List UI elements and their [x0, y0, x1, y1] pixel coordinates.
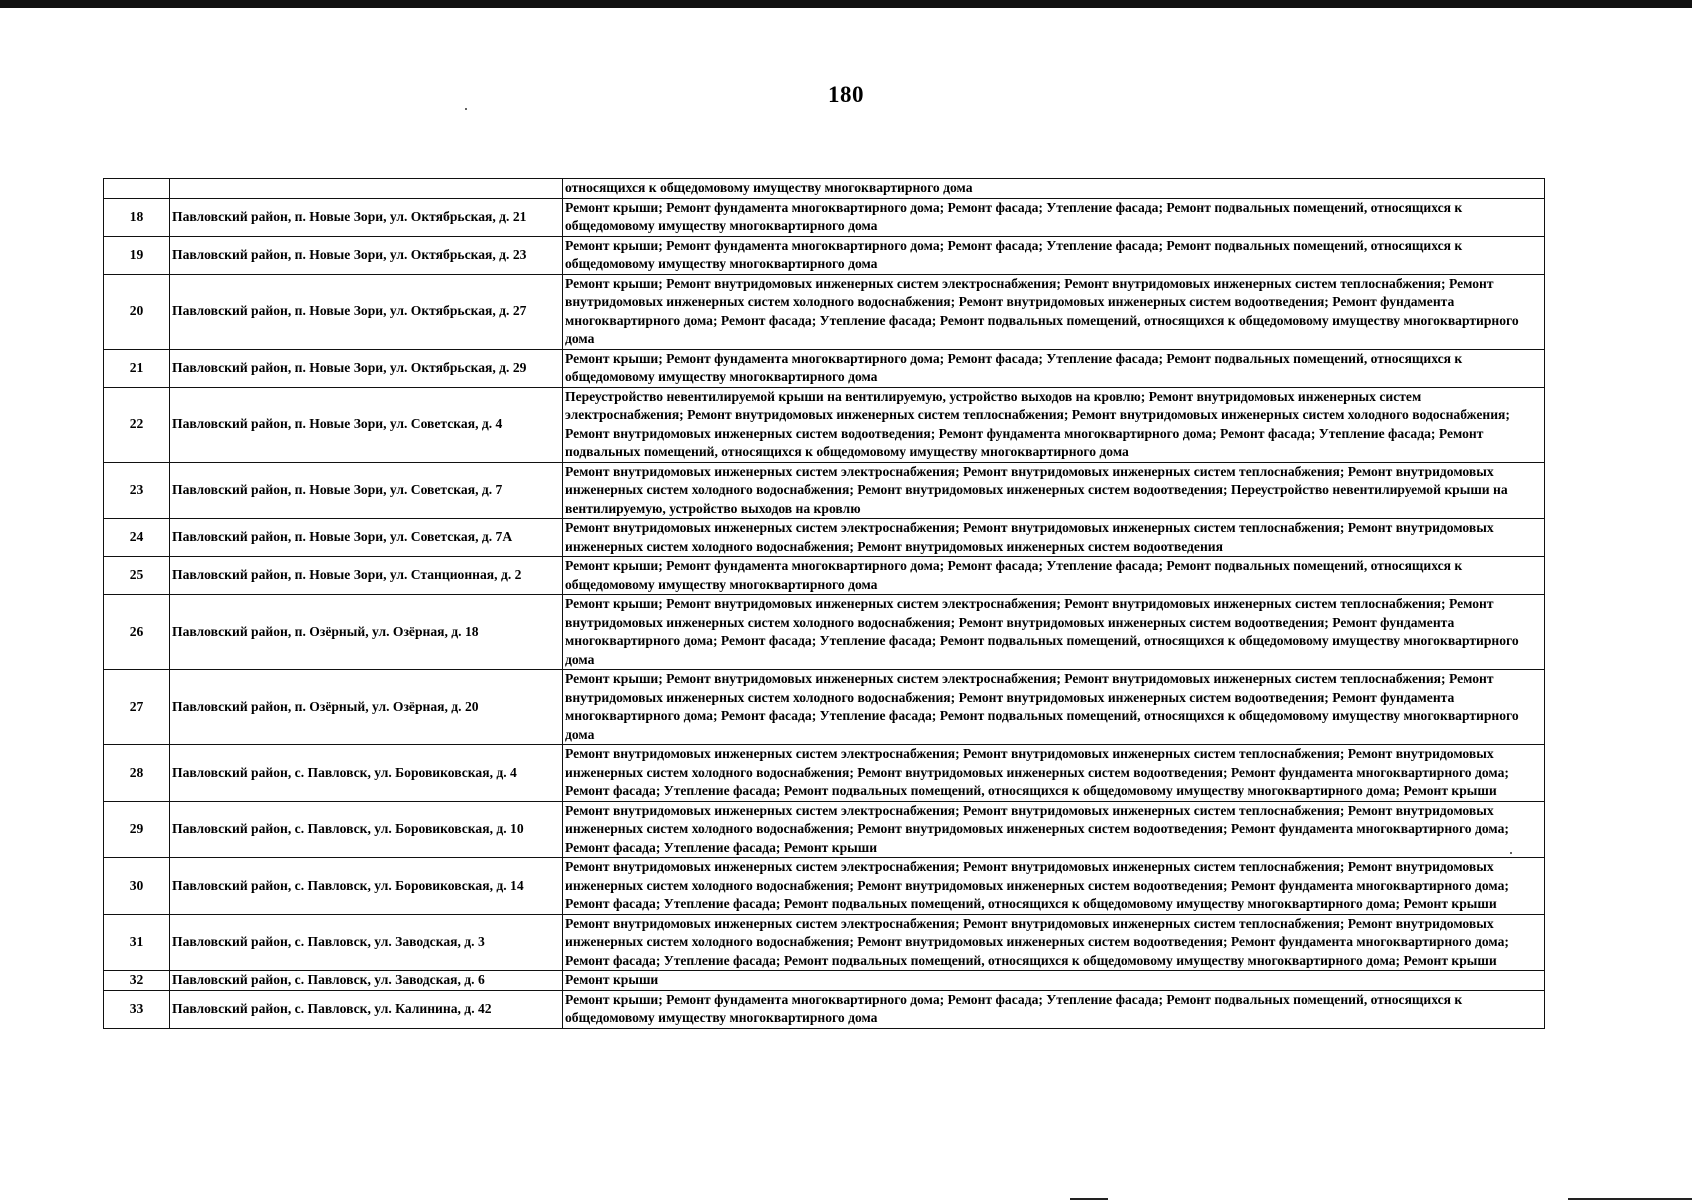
housing-repair-table: [103, 178, 1545, 1029]
row-address: Павловский район, п. Новые Зори, ул. Советская, д. 4: [170, 387, 563, 462]
row-address: Павловский район, п. Новые Зори, ул. Станционная, д. 2: [170, 557, 563, 595]
row-address: Павловский район, п. Новые Зори, ул. Октябрьская, д. 23: [170, 236, 563, 274]
row-number: 26: [104, 595, 170, 670]
row-number: 32: [104, 971, 170, 991]
table-row: [104, 557, 1545, 595]
row-number: 24: [104, 519, 170, 557]
row-address: Павловский район, п. Новые Зори, ул. Советская, д. 7А: [170, 519, 563, 557]
row-address: Павловский район, с. Павловск, ул. Калинина, д. 42: [170, 990, 563, 1028]
row-address: Павловский район, с. Павловск, ул. Боровиковская, д. 4: [170, 745, 563, 802]
row-works: Ремонт крыши: [563, 971, 1545, 991]
table-row: [104, 801, 1545, 858]
row-address: Павловский район, с. Павловск, ул. Заводская, д. 6: [170, 971, 563, 991]
table-row: [104, 349, 1545, 387]
scan-speck: [465, 108, 467, 110]
row-address: Павловский район, п. Озёрный, ул. Озёрная, д. 20: [170, 670, 563, 745]
row-works: Ремонт внутридомовых инженерных систем электроснабжения; Ремонт внутридомовых инженерных систем теплоснабжения; Ремонт внутридомовых инженерных систем холодного водоснабжения; Ремонт внутридомовых инженерных систем водоотведения; Ремонт фундамента многоквартирного дома; Ремонт фасада; Утепление фасада; Ремонт подвальных помещений, относящихся к общедомовому имуществу многоквартирного дома; Ремонт крыши: [563, 858, 1545, 915]
row-works: Ремонт внутридомовых инженерных систем электроснабжения; Ремонт внутридомовых инженерных систем теплоснабжения; Ремонт внутридомовых инженерных систем холодного водоснабжения; Ремонт внутридомовых инженерных систем водоотведения; Ремонт фундамента многоквартирного дома; Ремонт фасада; Утепление фасада; Ремонт подвальных помещений, относящихся к общедомовому имуществу многоквартирного дома; Ремонт крыши: [563, 745, 1545, 802]
row-number: 27: [104, 670, 170, 745]
row-works: Переустройство невентилируемой крыши на вентилируемую, устройство выходов на кровлю; Ремонт внутридомовых инженерных систем электроснабжения; Ремонт внутридомовых инженерных систем теплоснабжения; Ремонт внутридомовых инженерных систем холодного водоснабжения; Ремонт внутридомовых инженерных систем водоотведения; Ремонт фундамента многоквартирного дома; Ремонт фасада; Утепление фасада; Ремонт подвальных помещений, относящихся к общедомовому имуществу многоквартирного дома: [563, 387, 1545, 462]
table-body: [104, 179, 1545, 1029]
row-number: 22: [104, 387, 170, 462]
row-number: 25: [104, 557, 170, 595]
row-address: Павловский район, с. Павловск, ул. Боровиковская, д. 14: [170, 858, 563, 915]
row-works: Ремонт крыши; Ремонт фундамента многоквартирного дома; Ремонт фасада; Утепление фасада; Ремонт подвальных помещений, относящихся к общедомовому имуществу многоквартирного дома: [563, 349, 1545, 387]
row-works: Ремонт крыши; Ремонт фундамента многоквартирного дома; Ремонт фасада; Утепление фасада; Ремонт подвальных помещений, относящихся к общедомовому имуществу многоквартирного дома: [563, 557, 1545, 595]
table-row: [104, 670, 1545, 745]
row-address: [170, 179, 563, 199]
row-works: Ремонт крыши; Ремонт внутридомовых инженерных систем электроснабжения; Ремонт внутридомовых инженерных систем теплоснабжения; Ремонт внутридомовых инженерных систем холодного водоснабжения; Ремонт внутридомовых инженерных систем водоотведения; Ремонт фундамента многоквартирного дома; Ремонт фасада; Утепление фасада; Ремонт подвальных помещений, относящихся к общедомовому имуществу многоквартирного дома: [563, 595, 1545, 670]
row-number: 31: [104, 914, 170, 971]
page-number: 180: [828, 82, 864, 107]
row-number: 19: [104, 236, 170, 274]
top-border-rule: [0, 0, 1692, 8]
row-works: Ремонт внутридомовых инженерных систем электроснабжения; Ремонт внутридомовых инженерных систем теплоснабжения; Ремонт внутридомовых инженерных систем холодного водоснабжения; Ремонт внутридомовых инженерных систем водоотведения; Переустройство невентилируемой крыши на вентилируемую, устройство выходов на кровлю: [563, 462, 1545, 519]
table-row: [104, 745, 1545, 802]
table-row: [104, 990, 1545, 1028]
row-works: Ремонт крыши; Ремонт фундамента многоквартирного дома; Ремонт фасада; Утепление фасада; Ремонт подвальных помещений, относящихся к общедомовому имуществу многоквартирного дома: [563, 990, 1545, 1028]
row-address: Павловский район, п. Новые Зори, ул. Октябрьская, д. 27: [170, 274, 563, 349]
row-number: 30: [104, 858, 170, 915]
table-row: [104, 595, 1545, 670]
row-number: 28: [104, 745, 170, 802]
row-works: Ремонт крыши; Ремонт внутридомовых инженерных систем электроснабжения; Ремонт внутридомовых инженерных систем теплоснабжения; Ремонт внутридомовых инженерных систем холодного водоснабжения; Ремонт внутридомовых инженерных систем водоотведения; Ремонт фундамента многоквартирного дома; Ремонт фасада; Утепление фасада; Ремонт подвальных помещений, относящихся к общедомовому имуществу многоквартирного дома: [563, 274, 1545, 349]
row-works: Ремонт внутридомовых инженерных систем электроснабжения; Ремонт внутридомовых инженерных систем теплоснабжения; Ремонт внутридомовых инженерных систем холодного водоснабжения; Ремонт внутридомовых инженерных систем водоотведения; Ремонт фундамента многоквартирного дома; Ремонт фасада; Утепление фасада; Ремонт подвальных помещений, относящихся к общедомовому имуществу многоквартирного дома; Ремонт крыши: [563, 914, 1545, 971]
continuation-row: [104, 179, 1545, 199]
row-works: Ремонт крыши; Ремонт фундамента многоквартирного дома; Ремонт фасада; Утепление фасада; Ремонт подвальных помещений, относящихся к общедомовому имуществу многоквартирного дома: [563, 198, 1545, 236]
table-row: [104, 198, 1545, 236]
row-works: Ремонт внутридомовых инженерных систем электроснабжения; Ремонт внутридомовых инженерных систем теплоснабжения; Ремонт внутридомовых инженерных систем холодного водоснабжения; Ремонт внутридомовых инженерных систем водоотведения; Ремонт фундамента многоквартирного дома; Ремонт фасада; Утепление фасада; Ремонт крыши: [563, 801, 1545, 858]
table-row: [104, 971, 1545, 991]
row-number: 21: [104, 349, 170, 387]
table-row: [104, 462, 1545, 519]
row-address: Павловский район, с. Павловск, ул. Заводская, д. 3: [170, 914, 563, 971]
row-number: 29: [104, 801, 170, 858]
row-address: Павловский район, с. Павловск, ул. Боровиковская, д. 10: [170, 801, 563, 858]
table-row: [104, 236, 1545, 274]
row-address: Павловский район, п. Новые Зори, ул. Советская, д. 7: [170, 462, 563, 519]
row-number: 33: [104, 990, 170, 1028]
row-number: 23: [104, 462, 170, 519]
row-address: Павловский район, п. Новые Зори, ул. Октябрьская, д. 29: [170, 349, 563, 387]
row-number: 20: [104, 274, 170, 349]
table-row: [104, 274, 1545, 349]
row-number: 18: [104, 198, 170, 236]
table-row: [104, 519, 1545, 557]
row-works: Ремонт внутридомовых инженерных систем электроснабжения; Ремонт внутридомовых инженерных систем теплоснабжения; Ремонт внутридомовых инженерных систем холодного водоснабжения; Ремонт внутридомовых инженерных систем водоотведения: [563, 519, 1545, 557]
row-address: Павловский район, п. Озёрный, ул. Озёрная, д. 18: [170, 595, 563, 670]
row-works: Ремонт крыши; Ремонт фундамента многоквартирного дома; Ремонт фасада; Утепление фасада; Ремонт подвальных помещений, относящихся к общедомовому имуществу многоквартирного дома: [563, 236, 1545, 274]
table-row: [104, 858, 1545, 915]
table-row: [104, 387, 1545, 462]
row-works: относящихся к общедомовому имуществу многоквартирного дома: [563, 179, 1545, 199]
row-number: [104, 179, 170, 199]
row-address: Павловский район, п. Новые Зори, ул. Октябрьская, д. 21: [170, 198, 563, 236]
table-row: [104, 914, 1545, 971]
row-works: Ремонт крыши; Ремонт внутридомовых инженерных систем электроснабжения; Ремонт внутридомовых инженерных систем теплоснабжения; Ремонт внутридомовых инженерных систем холодного водоснабжения; Ремонт внутридомовых инженерных систем водоотведения; Ремонт фундамента многоквартирного дома; Ремонт фасада; Утепление фасада; Ремонт подвальных помещений, относящихся к общедомовому имуществу многоквартирного дома: [563, 670, 1545, 745]
